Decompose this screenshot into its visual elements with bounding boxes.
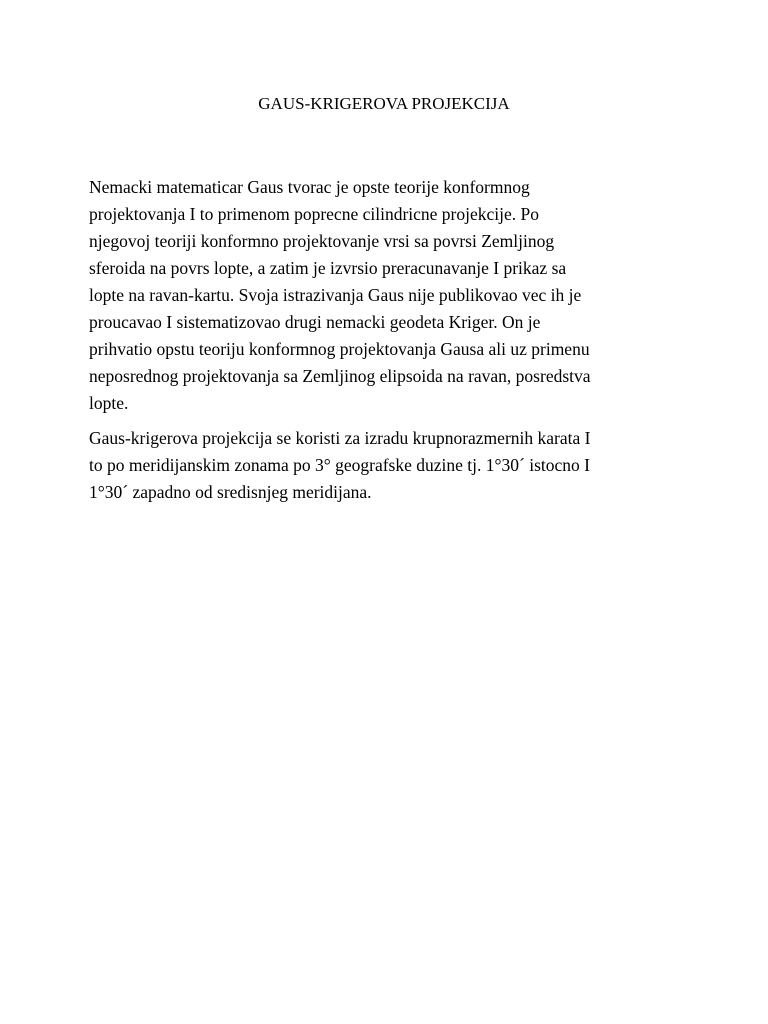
text-line: prihvatio opstu teoriju konformnog projektovanja Gausa ali uz primenu (89, 339, 590, 359)
text-line: 1°30´ zapadno od sredisnjeg meridijana. (89, 482, 372, 502)
document-body (89, 174, 693, 506)
text-line: projektovanja I to primenom poprecne cilindricne projekcije. Po (89, 204, 539, 224)
text-line: lopte na ravan-kartu. Svoja istrazivanja Gaus nije publikovao vec ih je (89, 285, 582, 305)
text-line: lopte. (89, 393, 129, 413)
text-line: Gaus-krigerova projekcija se koristi za izradu krupnorazmernih karata I (89, 428, 591, 448)
text-line: proucavao I sistematizovao drugi nemacki geodeta Kriger. On je (89, 312, 541, 332)
paragraph (89, 174, 693, 417)
text-line: neposrednog projektovanja sa Zemljinog elipsoida na ravan, posredstva (89, 366, 591, 386)
text-line: Nemacki matematicar Gaus tvorac je opste teorije konformnog (89, 177, 530, 197)
text-line: sferoida na povrs lopte, a zatim je izvrsio preracunavanje I prikaz sa (89, 258, 567, 278)
text-line: njegovoj teoriji konformno projektovanje vrsi sa povrsi Zemljinog (89, 231, 555, 251)
paragraph (89, 425, 693, 506)
document-title: GAUS-KRIGEROVA PROJEKCIJA (258, 94, 510, 113)
text-line: to po meridijanskim zonama po 3° geografske duzine tj. 1°30´ istocno I (89, 455, 590, 475)
